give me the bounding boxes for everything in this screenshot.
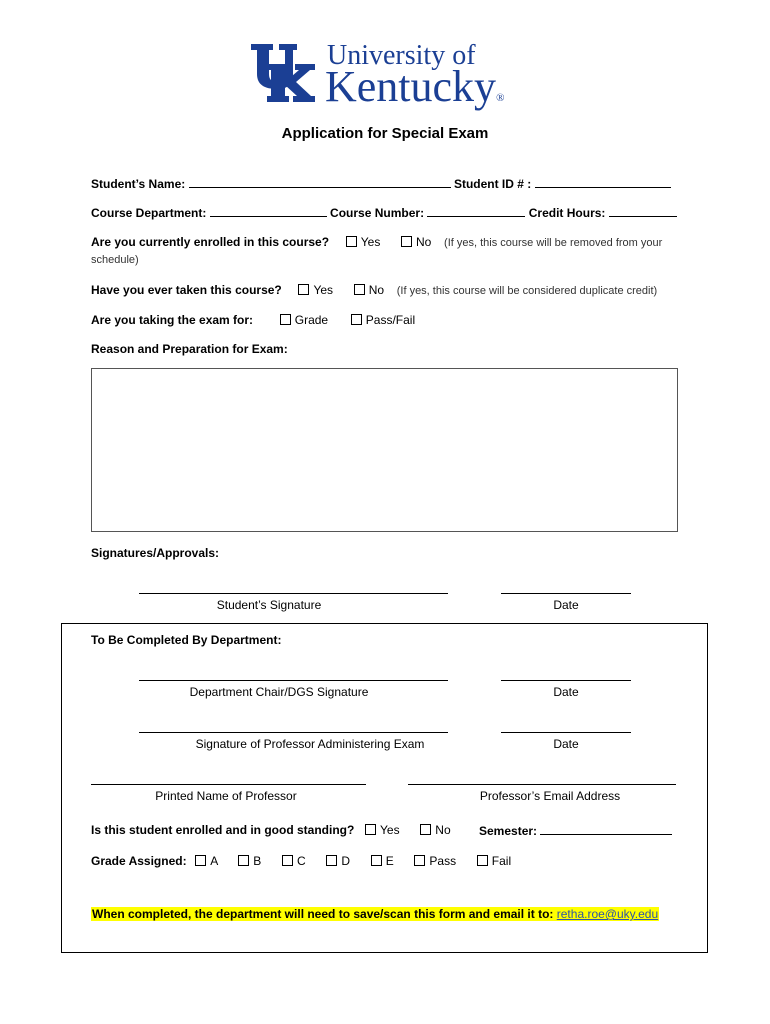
grade-pass-label: Pass: [429, 854, 457, 868]
grade-c-checkbox[interactable]: [282, 855, 293, 866]
grade-b-checkbox[interactable]: [238, 855, 249, 866]
course-number-label: Course Number:: [330, 206, 425, 220]
course-row: [91, 205, 677, 220]
grade-label: Grade: [294, 313, 329, 327]
course-department-field[interactable]: [210, 205, 327, 217]
enrolled-yes-label: Yes: [360, 235, 381, 249]
semester-label: Semester:: [479, 824, 538, 838]
good-standing-no-checkbox[interactable]: [420, 824, 431, 835]
student-date-line[interactable]: [501, 593, 631, 594]
taken-yes-checkbox[interactable]: [298, 284, 309, 295]
grade-fail-label: Fail: [491, 854, 512, 868]
enrolled-question: Are you currently enrolled in this course?: [91, 235, 330, 249]
semester-field[interactable]: [540, 823, 672, 835]
reason-label: Reason and Preparation for Exam:: [91, 342, 288, 356]
student-name-row: [91, 176, 671, 191]
grade-e-checkbox[interactable]: [371, 855, 382, 866]
taken-row: [91, 283, 657, 297]
enrolled-row: [91, 235, 662, 249]
department-box: [61, 623, 708, 953]
taken-no-checkbox[interactable]: [354, 284, 365, 295]
reason-textbox[interactable]: [91, 368, 678, 532]
uk-monogram-icon: [249, 42, 321, 104]
student-id-label: Student ID # :: [453, 177, 532, 191]
student-id-field[interactable]: [535, 176, 671, 188]
enrolled-no-label: No: [416, 235, 432, 249]
grade-pass-checkbox[interactable]: [414, 855, 425, 866]
chair-date-caption: Date: [553, 685, 579, 699]
grade-checkbox[interactable]: [280, 314, 291, 325]
grade-assigned-row: [91, 854, 511, 868]
grade-fail-checkbox[interactable]: [477, 855, 488, 866]
professor-date-caption: Date: [553, 737, 579, 751]
professor-signature-caption: Signature of Professor Administering Exam: [195, 737, 425, 751]
good-standing-row: [91, 823, 451, 837]
student-date-caption: Date: [553, 598, 579, 612]
student-signature-line[interactable]: [139, 593, 448, 594]
professor-date-line[interactable]: [501, 732, 631, 733]
passfail-checkbox[interactable]: [351, 314, 362, 325]
good-standing-question: Is this student enrolled and in good standing?: [91, 823, 355, 837]
professor-signature-line[interactable]: [139, 732, 448, 733]
professor-email-caption: Professor’s Email Address: [479, 789, 621, 803]
grade-c-label: C: [297, 854, 306, 868]
student-name-label: Student’s Name:: [91, 177, 186, 191]
professor-email-line[interactable]: [408, 784, 676, 785]
grade-b-label: B: [253, 854, 262, 868]
student-signature-caption: Student’s Signature: [216, 598, 322, 612]
good-standing-yes-label: Yes: [380, 823, 400, 837]
printed-name-line[interactable]: [91, 784, 366, 785]
exam-for-row: [91, 313, 415, 327]
email-link[interactable]: retha.roe@uky.edu: [556, 907, 659, 921]
grade-assigned-label: Grade Assigned:: [91, 854, 187, 868]
student-name-field[interactable]: [189, 176, 451, 188]
chair-date-line[interactable]: [501, 680, 631, 681]
signatures-label: Signatures/Approvals:: [91, 546, 220, 560]
logo-line-2: [325, 64, 504, 121]
footer-instruction: [91, 907, 659, 921]
grade-a-label: A: [210, 854, 218, 868]
enrolled-note: (If yes, this course will be removed from your: [444, 237, 663, 249]
course-number-field[interactable]: [427, 205, 525, 217]
semester-row: [479, 823, 672, 838]
enrolled-no-checkbox[interactable]: [401, 236, 412, 247]
credit-hours-label: Credit Hours:: [528, 206, 606, 220]
footer-text: When completed, the department will need to save/scan this form and email it to:: [92, 907, 554, 921]
grade-e-label: E: [385, 854, 394, 868]
good-standing-no-label: No: [435, 823, 451, 837]
logo-line-1: University of: [327, 40, 476, 71]
chair-signature-line[interactable]: [139, 680, 448, 681]
taken-question: Have you ever taken this course?: [91, 283, 282, 297]
chair-signature-caption: Department Chair/DGS Signature: [189, 685, 369, 699]
department-heading: To Be Completed By Department:: [91, 633, 282, 647]
registered-mark: ®: [496, 92, 505, 104]
grade-d-label: D: [341, 854, 351, 868]
taken-yes-label: Yes: [313, 283, 334, 297]
enrolled-yes-checkbox[interactable]: [346, 236, 357, 247]
good-standing-yes-checkbox[interactable]: [365, 824, 376, 835]
grade-a-checkbox[interactable]: [195, 855, 206, 866]
taken-note: (If yes, this course will be considered duplicate credit): [396, 285, 658, 297]
page-title: Application for Special Exam: [281, 125, 489, 142]
credit-hours-field[interactable]: [609, 205, 677, 217]
exam-for-question: Are you taking the exam for:: [91, 313, 254, 327]
course-department-label: Course Department:: [91, 206, 207, 220]
printed-name-caption: Printed Name of Professor: [155, 789, 297, 803]
uk-logo: [249, 42, 524, 112]
enrolled-note-cont: schedule): [91, 254, 139, 266]
grade-d-checkbox[interactable]: [326, 855, 337, 866]
logo-kentucky: Kentucky: [325, 62, 497, 111]
passfail-label: Pass/Fail: [365, 313, 416, 327]
taken-no-label: No: [368, 283, 385, 297]
